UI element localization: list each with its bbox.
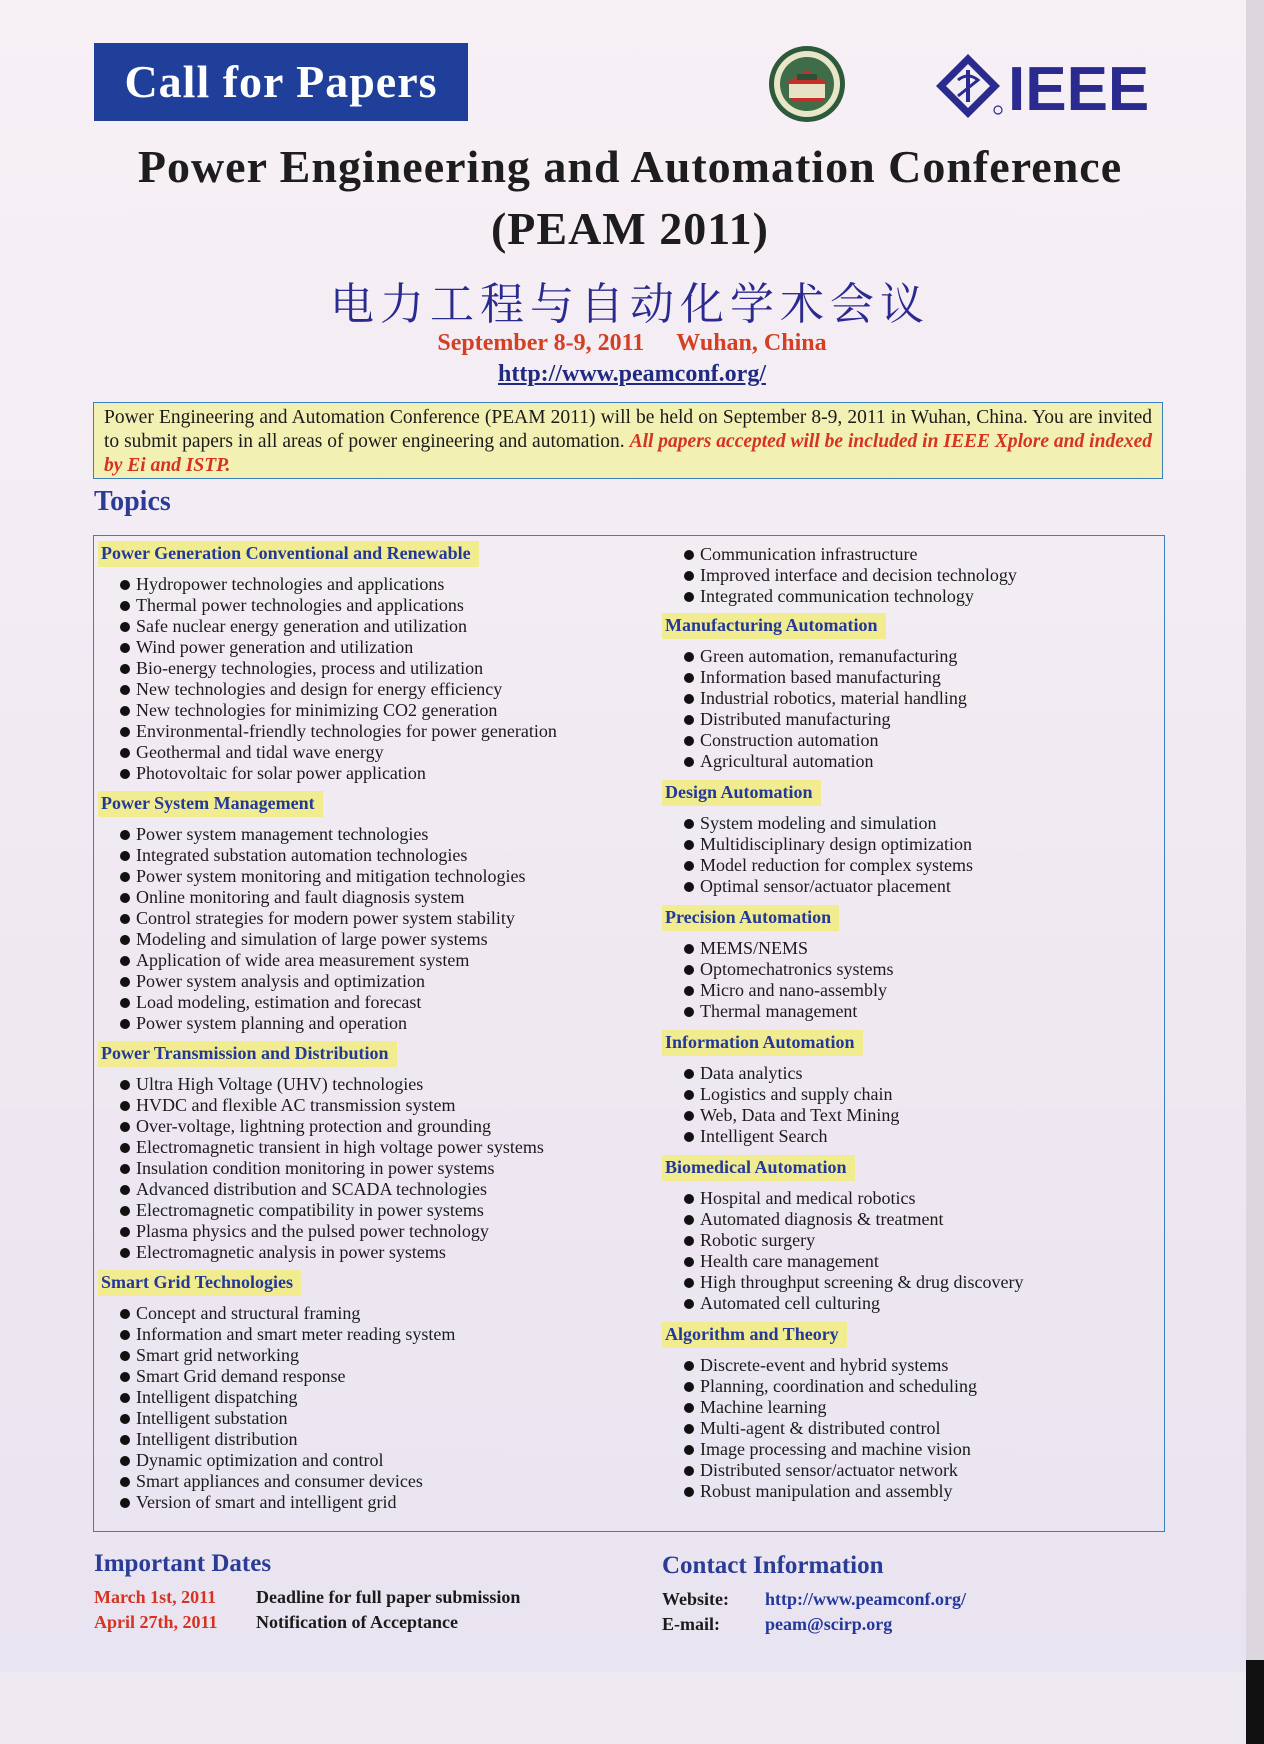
topic-section-heading: Power Generation Conventional and Renewable xyxy=(98,541,479,567)
topic-item: Concept and structural framing xyxy=(120,1303,658,1324)
email-link[interactable]: peam@scirp.org xyxy=(765,1614,893,1634)
topic-item: Load modeling, estimation and forecast xyxy=(120,992,658,1013)
topic-section xyxy=(662,1153,1162,1314)
topic-item: Thermal power technologies and applications xyxy=(120,595,658,616)
topic-item: Improved interface and decision technology xyxy=(684,565,1162,586)
topics-right-column xyxy=(662,540,1162,1508)
topic-item: Thermal management xyxy=(684,1001,1162,1022)
topic-item: Geothermal and tidal wave energy xyxy=(120,742,658,763)
topic-item: Smart appliances and consumer devices xyxy=(120,1471,658,1492)
topic-item: Robotic surgery xyxy=(684,1230,1162,1251)
topic-item: Insulation condition monitoring in power systems xyxy=(120,1158,658,1179)
topic-item: Logistics and supply chain xyxy=(684,1084,1162,1105)
topic-item: Smart grid networking xyxy=(120,1345,658,1366)
topic-item: Multi-agent & distributed control xyxy=(684,1418,1162,1439)
intro-box xyxy=(93,402,1163,479)
topic-item: High throughput screening & drug discovery xyxy=(684,1272,1162,1293)
topic-item: Model reduction for complex systems xyxy=(684,855,1162,876)
topic-item: Data analytics xyxy=(684,1063,1162,1084)
conference-acronym: (PEAM 2011) xyxy=(490,203,769,254)
topic-item: Agricultural automation xyxy=(684,751,1162,772)
topic-item: Optimal sensor/actuator placement xyxy=(684,876,1162,897)
topic-item: HVDC and flexible AC transmission system xyxy=(120,1095,658,1116)
topic-item: Environmental-friendly technologies for power generation xyxy=(120,721,658,742)
topic-item: Information and smart meter reading system xyxy=(120,1324,658,1345)
topic-list xyxy=(662,1355,1162,1502)
topic-item: Smart Grid demand response xyxy=(120,1366,658,1387)
topic-item: Integrated communication technology xyxy=(684,586,1162,607)
topic-item: Automated diagnosis & treatment xyxy=(684,1209,1162,1230)
topic-item: Discrete-event and hybrid systems xyxy=(684,1355,1162,1376)
topic-item: Photovoltaic for solar power application xyxy=(120,763,658,784)
topics-heading: Topics xyxy=(94,486,171,517)
scan-margin-bottom xyxy=(0,1672,1264,1744)
date-description: Notification of Acceptance xyxy=(256,1612,458,1632)
topic-item: Over-voltage, lightning protection and grounding xyxy=(120,1116,658,1137)
topic-item: Control strategies for modern power system stability xyxy=(120,908,658,929)
topic-item: Power system analysis and optimization xyxy=(120,971,658,992)
topic-item: Robust manipulation and assembly xyxy=(684,1481,1162,1502)
topic-item: Application of wide area measurement system xyxy=(120,950,658,971)
topic-section-heading: Precision Automation xyxy=(662,905,839,931)
scan-edge-shadow xyxy=(1246,1660,1264,1744)
topic-item: MEMS/NEMS xyxy=(684,938,1162,959)
call-for-papers-banner: Call for Papers xyxy=(94,43,468,121)
date-value: March 1st, 2011 xyxy=(94,1587,217,1607)
topic-section-heading: Smart Grid Technologies xyxy=(98,1270,301,1296)
topic-item: Machine learning xyxy=(684,1397,1162,1418)
topic-item: Hydropower technologies and applications xyxy=(120,574,658,595)
conference-url-link[interactable]: http://www.peamconf.org/ xyxy=(498,361,766,387)
topic-list xyxy=(98,1303,658,1513)
conference-date: September 8-9, 2011 xyxy=(437,330,645,356)
topic-list xyxy=(662,938,1162,1022)
contact-heading: Contact Information xyxy=(662,1552,884,1579)
topic-item: Health care management xyxy=(684,1251,1162,1272)
topic-item: New technologies for minimizing CO2 generation xyxy=(120,700,658,721)
topic-section-heading: Algorithm and Theory xyxy=(662,1322,847,1348)
topic-section xyxy=(98,1269,658,1513)
contact-website-row xyxy=(662,1589,966,1610)
important-dates-heading: Important Dates xyxy=(94,1550,272,1577)
topic-item: Multidisciplinary design optimization xyxy=(684,834,1162,855)
topic-item: Version of smart and intelligent grid xyxy=(120,1492,658,1513)
topic-list xyxy=(98,1074,658,1263)
topic-item: Electromagnetic transient in high voltage power systems xyxy=(120,1137,658,1158)
topic-item: Intelligent substation xyxy=(120,1408,658,1429)
website-link[interactable]: http://www.peamconf.org/ xyxy=(765,1589,966,1609)
topic-item: Industrial robotics, material handling xyxy=(684,688,1162,709)
topic-item: Micro and nano-assembly xyxy=(684,980,1162,1001)
topic-item: Wind power generation and utilization xyxy=(120,637,658,658)
topic-item: Distributed sensor/actuator network xyxy=(684,1460,1162,1481)
topic-item: Web, Data and Text Mining xyxy=(684,1105,1162,1126)
topic-item: Plasma physics and the pulsed power technology xyxy=(120,1221,658,1242)
topic-list xyxy=(98,824,658,1034)
topic-list xyxy=(662,813,1162,897)
topic-item: New technologies and design for energy efficiency xyxy=(120,679,658,700)
topic-section xyxy=(662,611,1162,772)
topic-item: Distributed manufacturing xyxy=(684,709,1162,730)
date-row xyxy=(94,1587,520,1608)
topic-section-heading: Information Automation xyxy=(662,1030,863,1056)
topic-item: Ultra High Voltage (UHV) technologies xyxy=(120,1074,658,1095)
intro-text: Power Engineering and Automation Conference (PEAM 2011) will be held on September 8-9, 2011 in Wuhan, China. You are invited to submit papers in all areas of power engineering and automation. xyxy=(104,407,1152,452)
topic-list xyxy=(98,574,658,784)
topic-item: Power system planning and operation xyxy=(120,1013,658,1034)
ieee-wordmark: IEEE xyxy=(1008,55,1150,122)
topic-item: Optomechatronics systems xyxy=(684,959,1162,980)
topic-section xyxy=(98,790,658,1034)
topic-item: Dynamic optimization and control xyxy=(120,1450,658,1471)
intro-highlight: All papers accepted will be included in IEEE Xplore and indexed by Ei and ISTP. xyxy=(104,431,1152,476)
email-label: E-mail: xyxy=(662,1614,720,1634)
topic-item: Modeling and simulation of large power systems xyxy=(120,929,658,950)
topic-section xyxy=(662,1320,1162,1502)
topic-item: Advanced distribution and SCADA technologies xyxy=(120,1179,658,1200)
university-seal-icon xyxy=(767,44,847,124)
topic-item: Safe nuclear energy generation and utilization xyxy=(120,616,658,637)
topic-section xyxy=(662,1028,1162,1147)
website-label: Website: xyxy=(662,1589,729,1609)
topic-item: Power system management technologies xyxy=(120,824,658,845)
topic-section-heading: Power System Management xyxy=(98,791,323,817)
topic-section xyxy=(98,1040,658,1263)
topic-item: Integrated substation automation technologies xyxy=(120,845,658,866)
topic-item: Power system monitoring and mitigation technologies xyxy=(120,866,658,887)
topic-item: System modeling and simulation xyxy=(684,813,1162,834)
scan-margin-right xyxy=(1246,0,1264,1744)
topic-item: Green automation, remanufacturing xyxy=(684,646,1162,667)
topic-section xyxy=(98,540,658,784)
topic-section xyxy=(662,778,1162,897)
topic-item: Information based manufacturing xyxy=(684,667,1162,688)
topic-list xyxy=(662,646,1162,772)
date-row xyxy=(94,1612,458,1633)
topic-list xyxy=(662,544,1162,607)
date-description: Deadline for full paper submission xyxy=(256,1587,521,1607)
topic-section-heading: Biomedical Automation xyxy=(662,1155,855,1181)
date-location-line xyxy=(0,330,1264,357)
topic-section xyxy=(662,903,1162,1022)
conference-title: Power Engineering and Automation Conference xyxy=(137,141,1123,192)
conference-title-chinese: 电力工程与自动化学术会议 xyxy=(330,279,930,330)
topic-item: Online monitoring and fault diagnosis system xyxy=(120,887,658,908)
topic-item: Construction automation xyxy=(684,730,1162,751)
topic-item: Electromagnetic analysis in power systems xyxy=(120,1242,658,1263)
topic-item: Communication infrastructure xyxy=(684,544,1162,565)
conference-location: Wuhan, China xyxy=(676,330,827,356)
topic-item: Planning, coordination and scheduling xyxy=(684,1376,1162,1397)
topic-item: Intelligent Search xyxy=(684,1126,1162,1147)
topic-item: Hospital and medical robotics xyxy=(684,1188,1162,1209)
topic-item: Image processing and machine vision xyxy=(684,1439,1162,1460)
topic-item: Intelligent distribution xyxy=(120,1429,658,1450)
topics-left-column xyxy=(98,540,658,1519)
topic-item: Intelligent dispatching xyxy=(120,1387,658,1408)
topic-section-heading: Power Transmission and Distribution xyxy=(98,1041,397,1067)
date-value: April 27th, 2011 xyxy=(94,1612,218,1632)
topic-item: Bio-energy technologies, process and utilization xyxy=(120,658,658,679)
contact-email-row xyxy=(662,1614,892,1635)
topic-item: Electromagnetic compatibility in power systems xyxy=(120,1200,658,1221)
topic-section-heading: Design Automation xyxy=(662,780,821,806)
topic-list xyxy=(662,1188,1162,1314)
ieee-logo-icon xyxy=(932,50,1172,122)
topic-item: Automated cell culturing xyxy=(684,1293,1162,1314)
topic-section-heading: Manufacturing Automation xyxy=(662,613,886,639)
topic-list xyxy=(662,1063,1162,1147)
